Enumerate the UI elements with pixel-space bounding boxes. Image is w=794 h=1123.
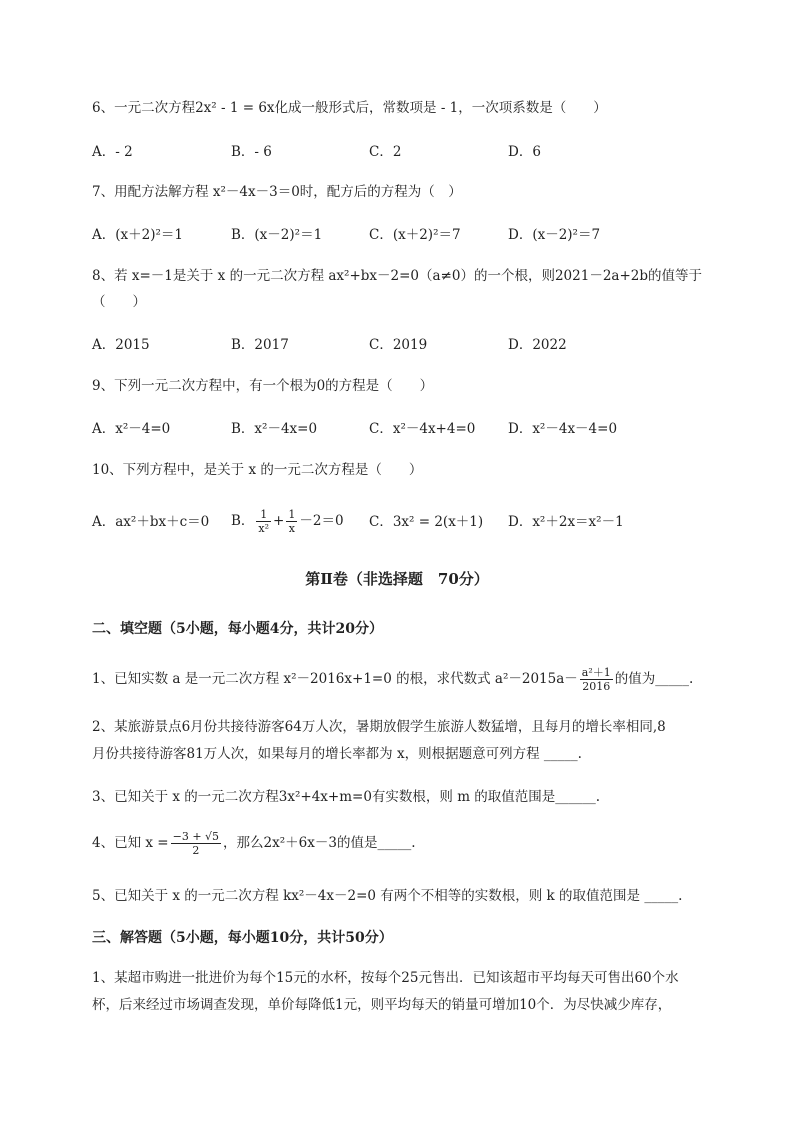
q10-option-b-suffix: －2＝0	[299, 513, 344, 529]
fill-q4-after: ，那么2x²＋6x－3的值是_____.	[223, 835, 416, 851]
fill-q3: 3、已知关于 x 的一元二次方程3x²+4x+m=0有实数根，则 m 的取值范围是______.	[92, 789, 601, 805]
q10-options	[92, 508, 732, 544]
q8-option-b: B．2017	[231, 337, 289, 353]
answer-q1-line1: 1、某超市购进一批进价为每个15元的水杯，按每个25元售出．已知该超市平均每天可售出60个水	[92, 970, 679, 986]
fill-q1	[92, 664, 693, 694]
q8-options	[92, 335, 732, 365]
part2-title: 第Ⅱ卷（非选择题 70分）	[305, 570, 489, 588]
q6-options	[92, 142, 732, 172]
q8-stem-line1: 8、若 x=－1是关于 x 的一元二次方程 ax²+bx－2=0（a≠0）的一个根，则2021－2a+2b的值等于	[92, 268, 702, 284]
fraction-numerator: a²＋1	[581, 666, 611, 679]
q8-stem-line2: （ ）	[92, 294, 146, 310]
q10-option-b-fraction-2	[286, 508, 297, 535]
q9-option-a: A．x²－4=0	[92, 421, 171, 437]
q6-option-d: D．6	[508, 144, 541, 160]
q10-option-d: D．x²＋2x＝x²－1	[508, 514, 624, 530]
q9-stem: 9、下列一元二次方程中，有一个根为0的方程是（ ）	[92, 378, 434, 394]
fraction-denominator: 2	[192, 844, 200, 857]
fill-q4-before: 4、已知 x =	[92, 835, 169, 851]
q8-option-c: C．2019	[369, 337, 428, 353]
fill-q4	[92, 828, 416, 858]
q10-option-a: A．ax²＋bx＋c＝0	[92, 514, 210, 530]
fraction-denominator: x²	[258, 522, 270, 535]
q10-option-b	[231, 508, 344, 535]
fill-q4-fraction	[171, 830, 221, 857]
fill-q2-line2: 月份共接待游客81万人次，如果每月的增长率都为 x，则根据题意可列方程 _____.	[92, 746, 582, 762]
q7-options	[92, 225, 732, 255]
fill-q1-fraction	[580, 666, 613, 693]
q9-option-b: B．x²－4x=0	[231, 421, 318, 437]
q9-option-c: C．x²－4x+4=0	[369, 421, 476, 437]
q7-option-a: A．(x＋2)²＝1	[92, 227, 183, 243]
q10-option-b-fraction-1	[256, 508, 271, 535]
fill-q5: 5、已知关于 x 的一元二次方程 kx²－4x－2=0 有两个不相等的实数根，则 k 的取值范围是 _____.	[92, 888, 683, 904]
fill-q2-line1: 2、某旅游景点6月份共接待游客64万人次，暑期放假学生旅游人数猛增，且每月的增长率相同,8	[92, 719, 666, 735]
q6-option-c: C．2	[369, 144, 402, 160]
q6-stem: 6、一元二次方程2x² - 1 = 6x化成一般形式后，常数项是 - 1，一次项系数是（ ）	[92, 100, 607, 116]
q7-stem: 7、用配方法解方程 x²－4x－3＝0时，配方后的方程为（ ）	[92, 184, 462, 200]
fraction-numerator: 1	[288, 508, 296, 521]
fill-section-header: 二、填空题（5小题，每小题4分，共计20分）	[92, 621, 383, 637]
q9-options	[92, 419, 732, 449]
q10-option-c: C．3x² = 2(x＋1)	[369, 514, 484, 530]
fraction-numerator: −3 + √5	[172, 830, 220, 843]
q7-option-b: B．(x－2)²＝1	[231, 227, 323, 243]
q8-option-a: A．2015	[92, 337, 150, 353]
q10-option-b-prefix: B．	[231, 513, 255, 529]
q7-option-d: D．(x－2)²＝7	[508, 227, 601, 243]
fraction-denominator: 2016	[582, 680, 611, 693]
q9-option-d: D．x²－4x－4=0	[508, 421, 618, 437]
answer-q1-line2: 杯，后来经过市场调查发现，单价每降低1元，则平均每天的销量可增加10个．为尽快减少库存，	[92, 997, 672, 1013]
q10-option-b-plus: +	[273, 513, 285, 529]
q8-option-d: D．2022	[508, 337, 567, 353]
fraction-numerator: 1	[256, 508, 271, 522]
answer-section-header: 三、解答题（5小题，每小题10分，共计50分）	[92, 930, 393, 946]
fill-q1-before: 1、已知实数 a 是一元二次方程 x²－2016x+1=0 的根，求代数式 a²－2015a－	[92, 671, 578, 687]
q7-option-c: C．(x＋2)²＝7	[369, 227, 461, 243]
fraction-denominator: x	[288, 522, 295, 535]
fill-q1-after: 的值为_____.	[614, 671, 694, 687]
q10-stem: 10、下列方程中，是关于 x 的一元二次方程是（ ）	[92, 462, 423, 478]
q6-option-b: B．- 6	[231, 144, 272, 160]
q6-option-a: A．- 2	[92, 144, 133, 160]
